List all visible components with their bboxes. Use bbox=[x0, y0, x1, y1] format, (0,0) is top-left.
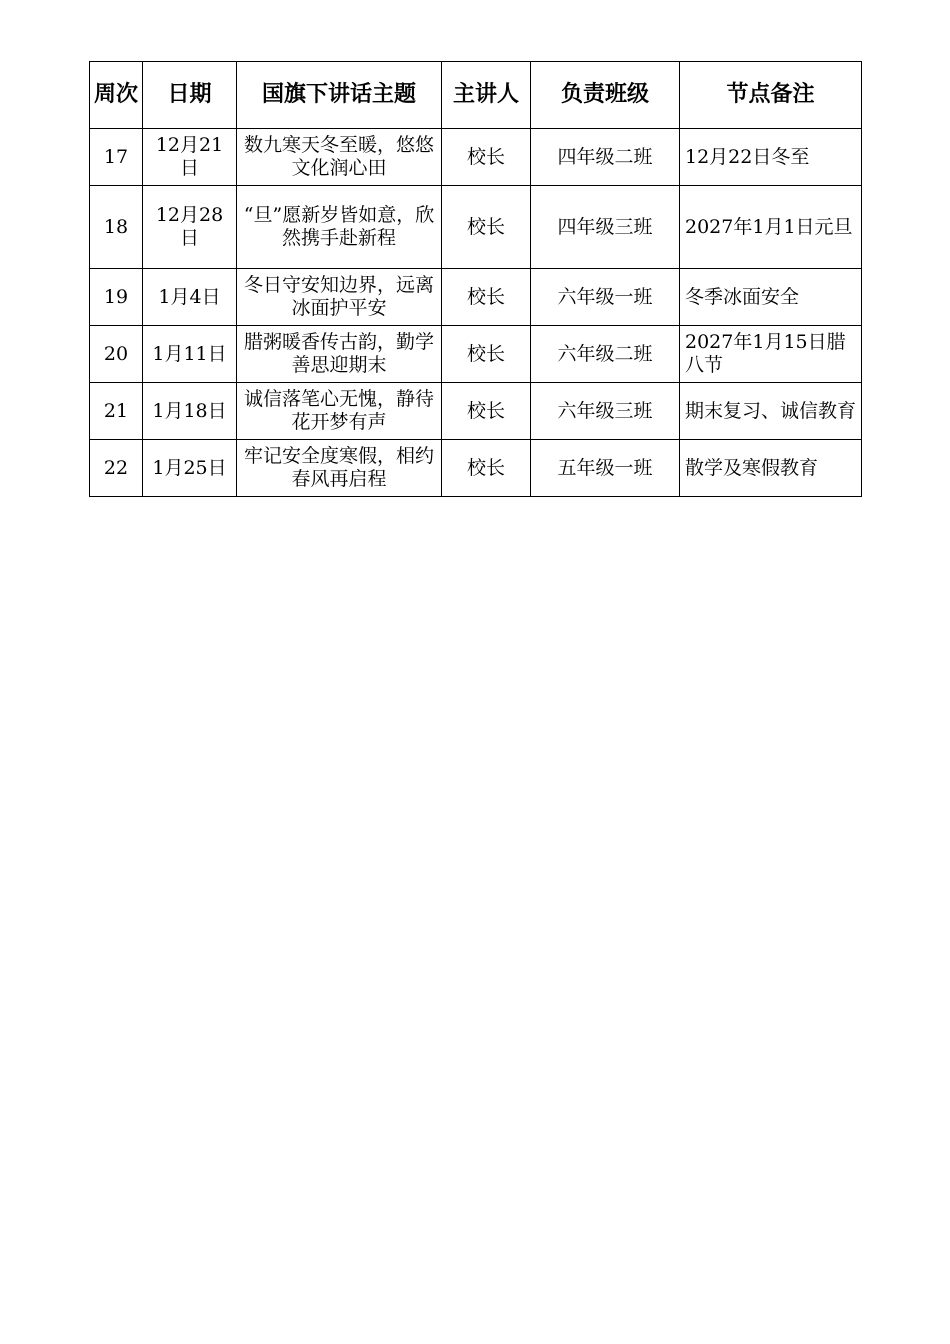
cell-note: 期末复习、诚信教育 bbox=[680, 383, 862, 440]
cell-date: 1月11日 bbox=[143, 326, 237, 383]
cell-class: 六年级二班 bbox=[531, 326, 680, 383]
cell-date: 1月4日 bbox=[143, 269, 237, 326]
cell-speaker: 校长 bbox=[442, 326, 531, 383]
header-class: 负责班级 bbox=[531, 62, 680, 129]
cell-topic: 冬日守安知边界，远离冰面护平安 bbox=[237, 269, 442, 326]
cell-speaker: 校长 bbox=[442, 269, 531, 326]
cell-class: 四年级二班 bbox=[531, 129, 680, 186]
cell-note: 散学及寒假教育 bbox=[680, 440, 862, 497]
header-row bbox=[90, 62, 862, 129]
cell-date: 12月21日 bbox=[143, 129, 237, 186]
cell-note: 2027年1月1日元旦 bbox=[680, 186, 862, 269]
cell-speaker: 校长 bbox=[442, 440, 531, 497]
cell-week: 17 bbox=[90, 129, 143, 186]
cell-date: 1月18日 bbox=[143, 383, 237, 440]
cell-week: 21 bbox=[90, 383, 143, 440]
cell-speaker: 校长 bbox=[442, 129, 531, 186]
cell-note: 12月22日冬至 bbox=[680, 129, 862, 186]
cell-note: 2027年1月15日腊八节 bbox=[680, 326, 862, 383]
cell-topic: 牢记安全度寒假，相约春风再启程 bbox=[237, 440, 442, 497]
cell-note: 冬季冰面安全 bbox=[680, 269, 862, 326]
cell-date: 1月25日 bbox=[143, 440, 237, 497]
cell-speaker: 校长 bbox=[442, 383, 531, 440]
table-row bbox=[90, 326, 862, 383]
table-row bbox=[90, 129, 862, 186]
cell-week: 19 bbox=[90, 269, 143, 326]
table-row bbox=[90, 440, 862, 497]
header-topic: 国旗下讲话主题 bbox=[237, 62, 442, 129]
cell-week: 20 bbox=[90, 326, 143, 383]
header-note: 节点备注 bbox=[680, 62, 862, 129]
schedule-table bbox=[89, 61, 862, 497]
cell-class: 四年级三班 bbox=[531, 186, 680, 269]
cell-topic: 腊粥暖香传古韵，勤学善思迎期末 bbox=[237, 326, 442, 383]
cell-week: 22 bbox=[90, 440, 143, 497]
cell-date: 12月28日 bbox=[143, 186, 237, 269]
cell-speaker: 校长 bbox=[442, 186, 531, 269]
cell-class: 六年级三班 bbox=[531, 383, 680, 440]
cell-class: 六年级一班 bbox=[531, 269, 680, 326]
header-speaker: 主讲人 bbox=[442, 62, 531, 129]
header-week: 周次 bbox=[90, 62, 143, 129]
cell-topic: 数九寒天冬至暖，悠悠文化润心田 bbox=[237, 129, 442, 186]
cell-topic: “旦”愿新岁皆如意，欣然携手赴新程 bbox=[237, 186, 442, 269]
cell-class: 五年级一班 bbox=[531, 440, 680, 497]
table-row bbox=[90, 269, 862, 326]
table-row bbox=[90, 186, 862, 269]
cell-topic: 诚信落笔心无愧，静待花开梦有声 bbox=[237, 383, 442, 440]
header-date: 日期 bbox=[143, 62, 237, 129]
table-row bbox=[90, 383, 862, 440]
cell-week: 18 bbox=[90, 186, 143, 269]
